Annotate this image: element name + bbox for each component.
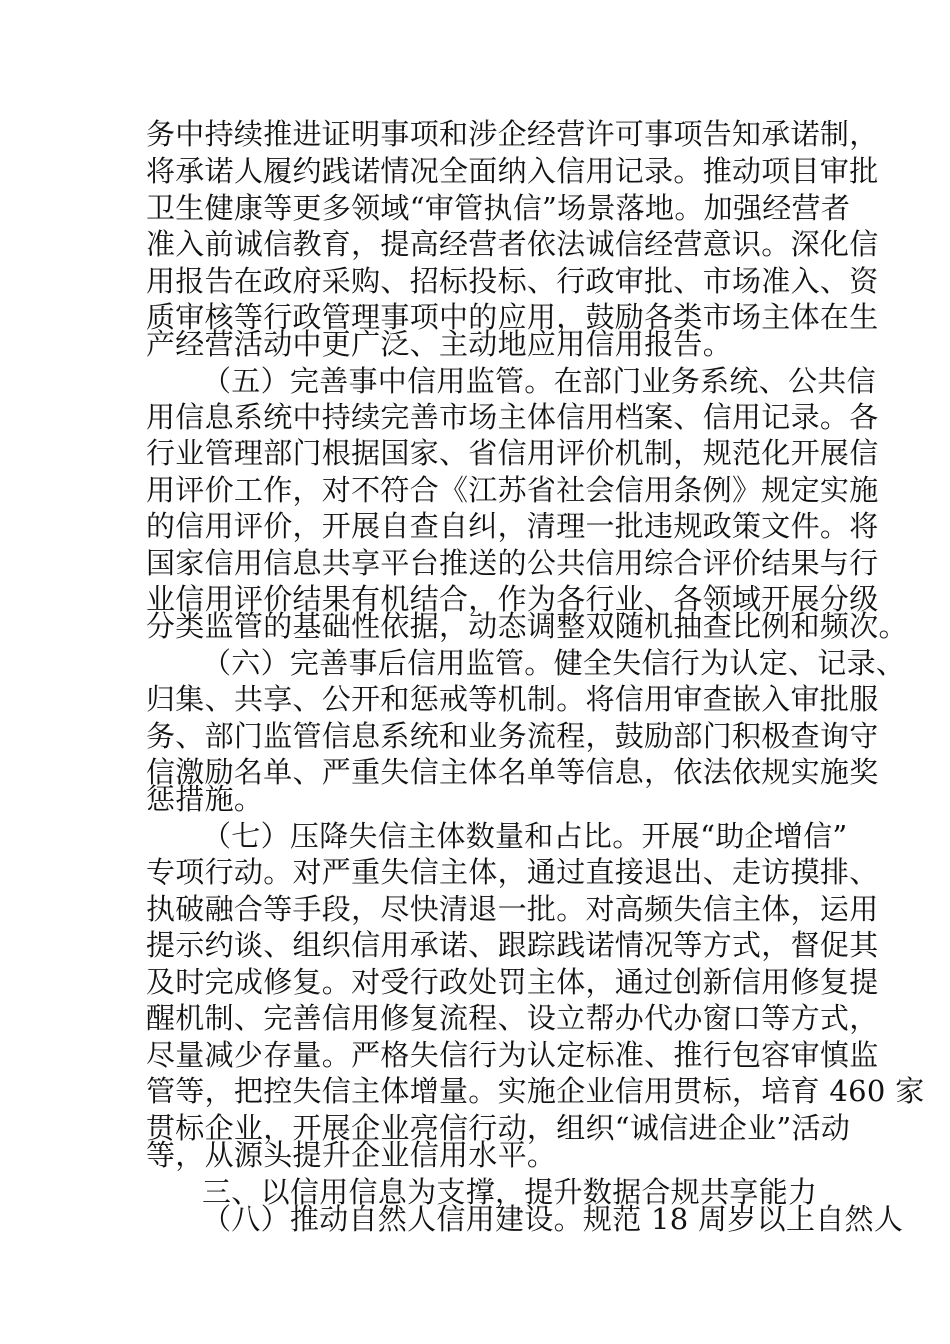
text-line: 尽量减少存量。严格失信行为认定标准、推行包容审慎监 bbox=[146, 1038, 879, 1072]
text-line: 惩措施。 bbox=[146, 782, 264, 816]
text-line: 执破融合等手段，尽快清退一批。对高频失信主体，运用 bbox=[146, 892, 879, 926]
text-line: 管等，把控失信主体增量。实施企业信用贯标，培育 460 家 bbox=[146, 1074, 925, 1108]
section-heading: 三、以信用信息为支撑，提升数据合规共享能力 bbox=[202, 1175, 818, 1209]
paragraph-heading: （七）压降失信主体数量和占比。开展“助企增信” bbox=[202, 819, 848, 853]
text-line: 等，从源头提升企业信用水平。 bbox=[146, 1138, 557, 1172]
text-line: 务、部门监管信息系统和业务流程，鼓励部门积极查询守 bbox=[146, 719, 879, 753]
text-line: 归集、共享、公开和惩戒等机制。将信用审查嵌入审批服 bbox=[146, 682, 879, 716]
text-line: 务中持续推进证明事项和涉企经营许可事项告知承诺制， bbox=[146, 117, 879, 151]
text-line: 专项行动。对严重失信主体，通过直接退出、走访摸排、 bbox=[146, 855, 879, 889]
text-line: 卫生健康等更多领域“审管执信”场景落地。加强经营者 bbox=[146, 191, 851, 225]
text-line: 分类监管的基础性依据，动态调整双随机抽查比例和频次。 bbox=[146, 609, 908, 643]
text-line: 醒机制、完善信用修复流程、设立帮办代办窗口等方式， bbox=[146, 1001, 879, 1035]
text-line: 贯标企业，开展企业亮信行动，组织“诚信进企业”活动 bbox=[146, 1111, 851, 1145]
text-line: 业信用评价结果有机结合，作为各行业、各领域开展分级 bbox=[146, 582, 879, 616]
paragraph-heading: （六）完善事后信用监管。健全失信行为认定、记录、 bbox=[202, 646, 906, 680]
text-line: 的信用评价，开展自查自纠，清理一批违规政策文件。将 bbox=[146, 509, 879, 543]
text-line: 用报告在政府采购、招标投标、行政审批、市场准入、资 bbox=[146, 264, 879, 298]
text-line: 用信息系统中持续完善市场主体信用档案、信用记录。各 bbox=[146, 400, 879, 434]
text-line: 准入前诚信教育，提高经营者依法诚信经营意识。深化信 bbox=[146, 227, 879, 261]
text-line: 用评价工作，对不符合《江苏省社会信用条例》规定实施 bbox=[146, 473, 879, 507]
text-line: 及时完成修复。对受行政处罚主体，通过创新信用修复提 bbox=[146, 965, 879, 999]
text-line: 产经营活动中更广泛、主动地应用信用报告。 bbox=[146, 327, 733, 361]
text-line: 国家信用信息共享平台推送的公共信用综合评价结果与行 bbox=[146, 546, 879, 580]
text-line: 信激励名单、严重失信主体名单等信息，依法依规实施奖 bbox=[146, 755, 879, 789]
text-line: 质审核等行政管理事项中的应用，鼓励各类市场主体在生 bbox=[146, 300, 879, 334]
paragraph-heading: （八）推动自然人信用建设。规范 18 周岁以上自然人 bbox=[202, 1202, 904, 1236]
text-line: 提示约谈、组织信用承诺、跟踪践诺情况等方式，督促其 bbox=[146, 928, 879, 962]
paragraph-heading: （五）完善事中信用监管。在部门业务系统、公共信 bbox=[202, 364, 876, 398]
text-line: 行业管理部门根据国家、省信用评价机制，规范化开展信 bbox=[146, 436, 879, 470]
text-line: 将承诺人履约践诺情况全面纳入信用记录。推动项目审批 bbox=[146, 154, 879, 188]
